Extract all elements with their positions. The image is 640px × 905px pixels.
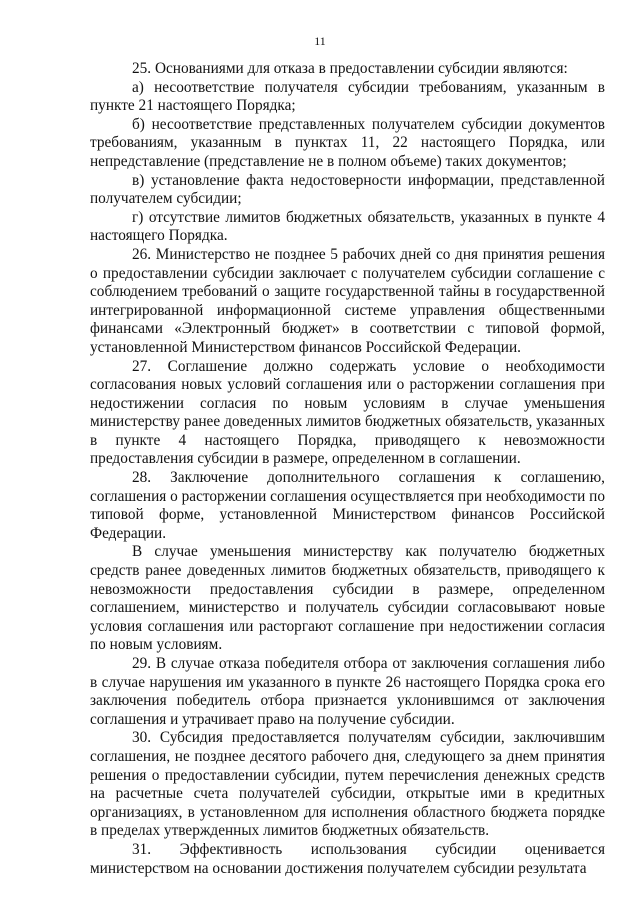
paragraph-28: 28. Заключение дополнительного соглашения к соглашению, соглашения о расторжении соглашения осуществляется при необходимости по типовой форме, установленной Министерством финансов Российской Федерации. xyxy=(90,469,605,542)
paragraph-25-v: в) установление факта недостоверности информации, представленной получателем субсидии; xyxy=(90,171,605,208)
paragraph-26: 26. Министерство не позднее 5 рабочих дней со дня принятия решения о предоставлении субсидии заключает с получателем субсидии соглашение с соблюдением требований о защите государственной тайны в государственной интегрированной информационной системе управления общественными финансами «Электронный бюджет» в соответствии с типовой формой, установленной Министерством финансов Российской Федерации. xyxy=(90,245,605,356)
paragraph-25-g: г) отсутствие лимитов бюджетных обязательств, указанных в пункте 4 настоящего Порядка. xyxy=(90,208,605,245)
paragraph-29: 29. В случае отказа победителя отбора от заключения соглашения либо в случае нарушения им указанного в пункте 26 настоящего Порядка срока его заключения победитель отбора признается уклонившимся от заключения соглашения и утрачивает право на получение субсидии. xyxy=(90,655,605,728)
page-number: 11 xyxy=(314,34,326,48)
paragraph-25-intro: 25. Основаниями для отказа в предоставлении субсидии являются: xyxy=(132,60,568,77)
paragraph-28-continued: В случае уменьшения министерству как получателю бюджетных средств ранее доведенных лимитов бюджетных обязательств, приводящего к невозможности предоставления субсидии в размере, определенном соглашением, министерство и получатель субсидии согласовывают новые условия соглашения или расторгают соглашение при недостижении согласия по новым условиям. xyxy=(90,543,605,654)
paragraph-31: 31. Эффективность использования субсидии оценивается министерством на основании достижения получателем субсидии результата xyxy=(90,840,605,877)
paragraph-27: 27. Соглашение должно содержать условие о необходимости согласования новых условий соглашения или о расторжении соглашения при недостижении согласия по новым условиям в случае уменьшения министерству ранее доведенных лимитов бюджетных обязательств, указанных в пункте 4 настоящего Порядка, приводящего к невозможности предоставления субсидии в размере, определенном в соглашении. xyxy=(90,357,605,468)
paragraph-25-b: б) несоответствие представленных получателем субсидии документов требованиям, указанным в пунктах 11, 22 настоящего Порядка, или непредставление (представление не в полном объеме) таких документов; xyxy=(90,115,605,170)
paragraph-25-a: а) несоответствие получателя субсидии требованиям, указанным в пункте 21 настоящего Порядка; xyxy=(90,78,605,115)
paragraph-30: 30. Субсидия предоставляется получателям субсидии, заключившим соглашения, не позднее десятого рабочего дня, следующего за днем принятия решения о предоставлении субсидии, путем перечисления денежных средств на расчетные счета получателей субсидии, открытые ими в кредитных организациях, в установленном для исполнения областного бюджета порядке в пределах утвержденных лимитов бюджетных обязательств. xyxy=(90,729,605,840)
document-body xyxy=(90,60,605,878)
